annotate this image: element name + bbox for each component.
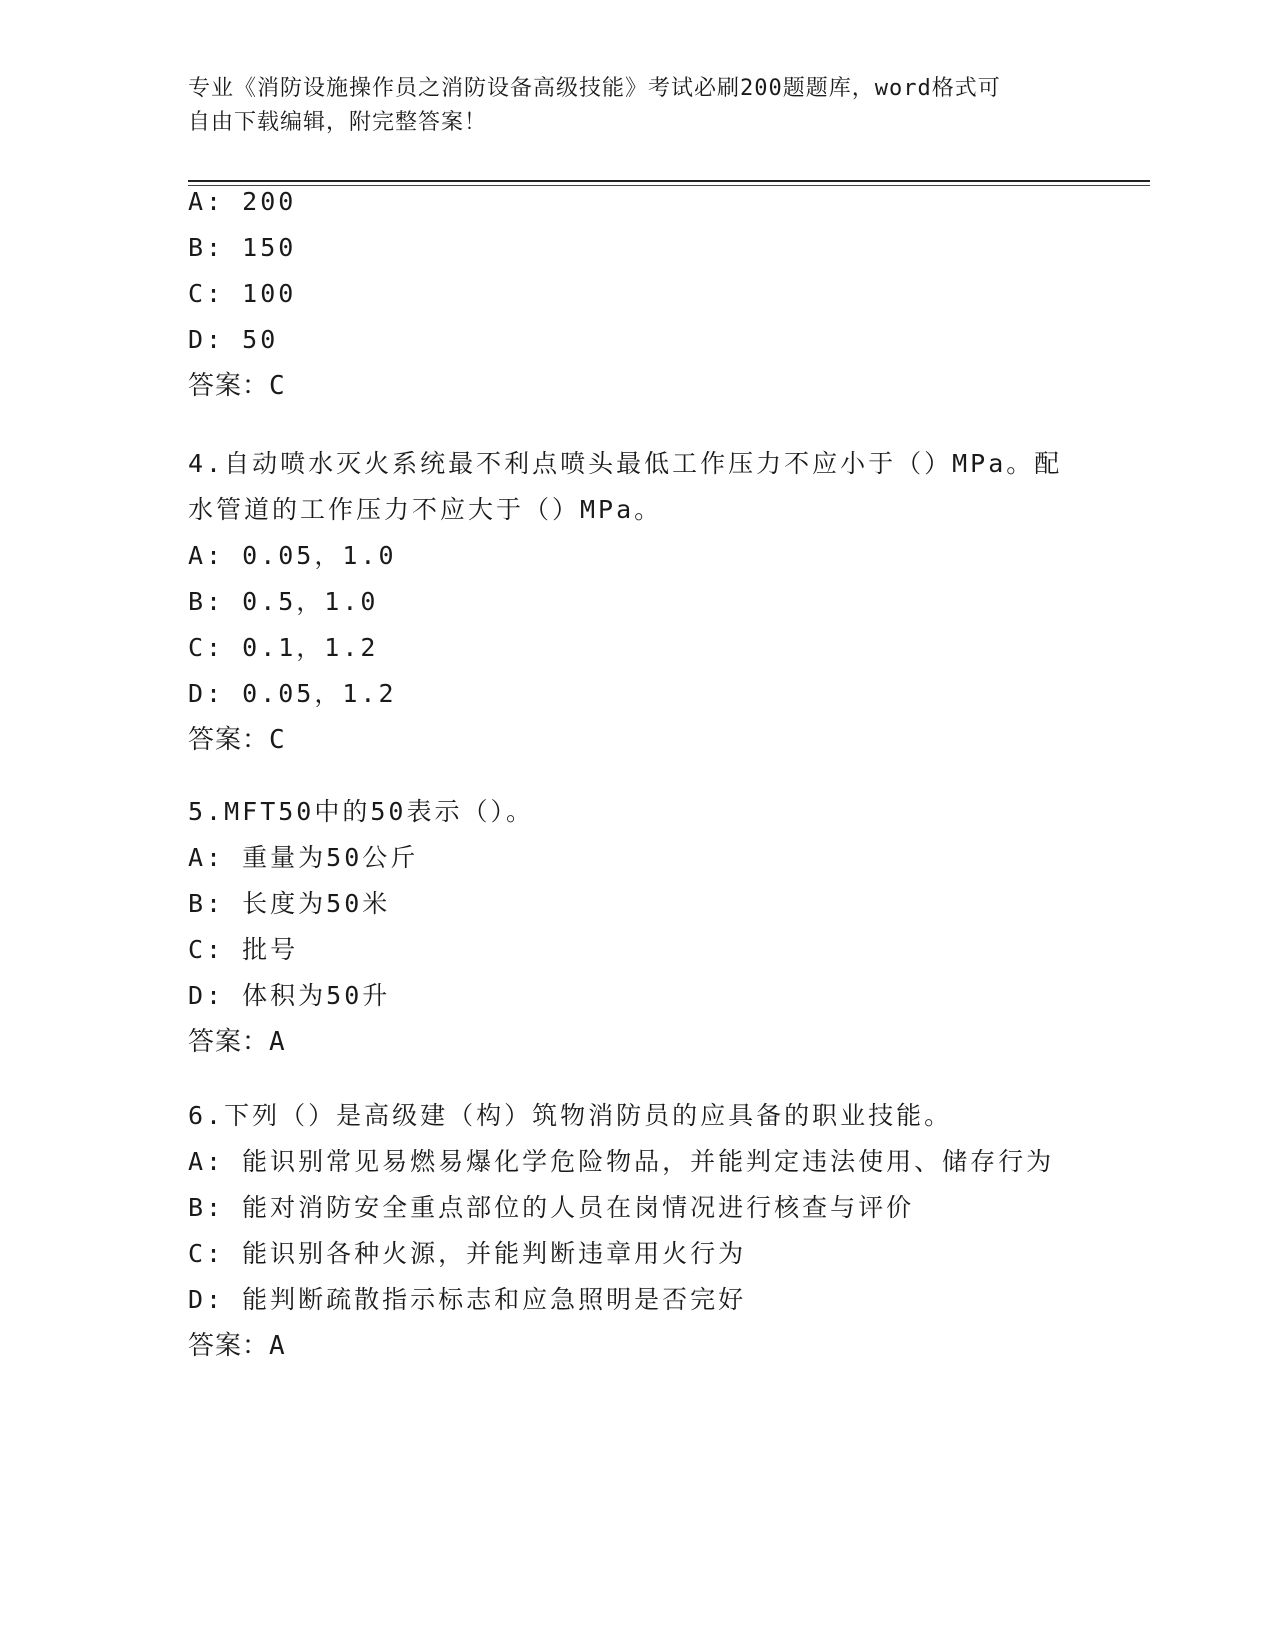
question-6-block xyxy=(188,1093,1088,1369)
answer-value: C xyxy=(269,725,286,755)
option-c: C: 能识别各种火源，并能判断违章用火行为 xyxy=(188,1239,747,1268)
question-text: 6.下列（）是高级建（构）筑物消防员的应具备的职业技能。 xyxy=(188,1101,953,1130)
document-header xyxy=(188,72,1068,140)
question-text: 5.MFT50中的50表示（）。 xyxy=(188,797,534,826)
option-b: B: 能对消防安全重点部位的人员在岗情况进行核查与评价 xyxy=(188,1193,915,1222)
option-c: C: 0.1，1.2 xyxy=(188,633,379,662)
option-a: A: 能识别常见易燃易爆化学危险物品，并能判定违法使用、储存行为 xyxy=(188,1147,1055,1176)
question-5-block xyxy=(188,789,1088,1065)
option-d: D: 50 xyxy=(188,325,279,354)
option-b: B: 0.5，1.0 xyxy=(188,587,379,616)
answer-label: 答案： xyxy=(188,725,270,755)
answer-label: 答案： xyxy=(188,1331,270,1361)
question-4-block xyxy=(188,441,1088,763)
answer-line xyxy=(188,363,1088,409)
option-a: A: 200 xyxy=(188,187,297,216)
option-a: A: 重量为50公斤 xyxy=(188,843,419,872)
answer-label: 答案： xyxy=(188,1027,270,1057)
option-b: B: 长度为50米 xyxy=(188,889,391,918)
question-text-line-2: 水管道的工作压力不应大于（）MPa。 xyxy=(188,495,663,524)
option-a: A: 0.05，1.0 xyxy=(188,541,397,570)
option-d: D: 能判断疏散指示标志和应急照明是否完好 xyxy=(188,1285,747,1314)
option-b: B: 150 xyxy=(188,233,297,262)
option-d: D: 体积为50升 xyxy=(188,981,391,1010)
answer-line xyxy=(188,717,1088,763)
answer-value: A xyxy=(269,1331,286,1361)
answer-value: A xyxy=(269,1027,286,1057)
answer-line xyxy=(188,1019,1088,1065)
option-d: D: 0.05，1.2 xyxy=(188,679,397,708)
header-title-line-2: 自由下载编辑，附完整答案！ xyxy=(188,110,488,135)
option-c: C: 批号 xyxy=(188,935,299,964)
answer-line xyxy=(188,1323,1088,1369)
header-title-line-1: 专业《消防设施操作员之消防设备高级技能》考试必刷200题题库，word格式可 xyxy=(188,76,1001,101)
option-c: C: 100 xyxy=(188,279,297,308)
question-text-line-1: 4.自动喷水灭火系统最不利点喷头最低工作压力不应小于（）MPa。配 xyxy=(188,449,1063,478)
answer-label: 答案： xyxy=(188,371,270,401)
question-3-block xyxy=(188,179,1088,409)
answer-value: C xyxy=(269,371,286,401)
